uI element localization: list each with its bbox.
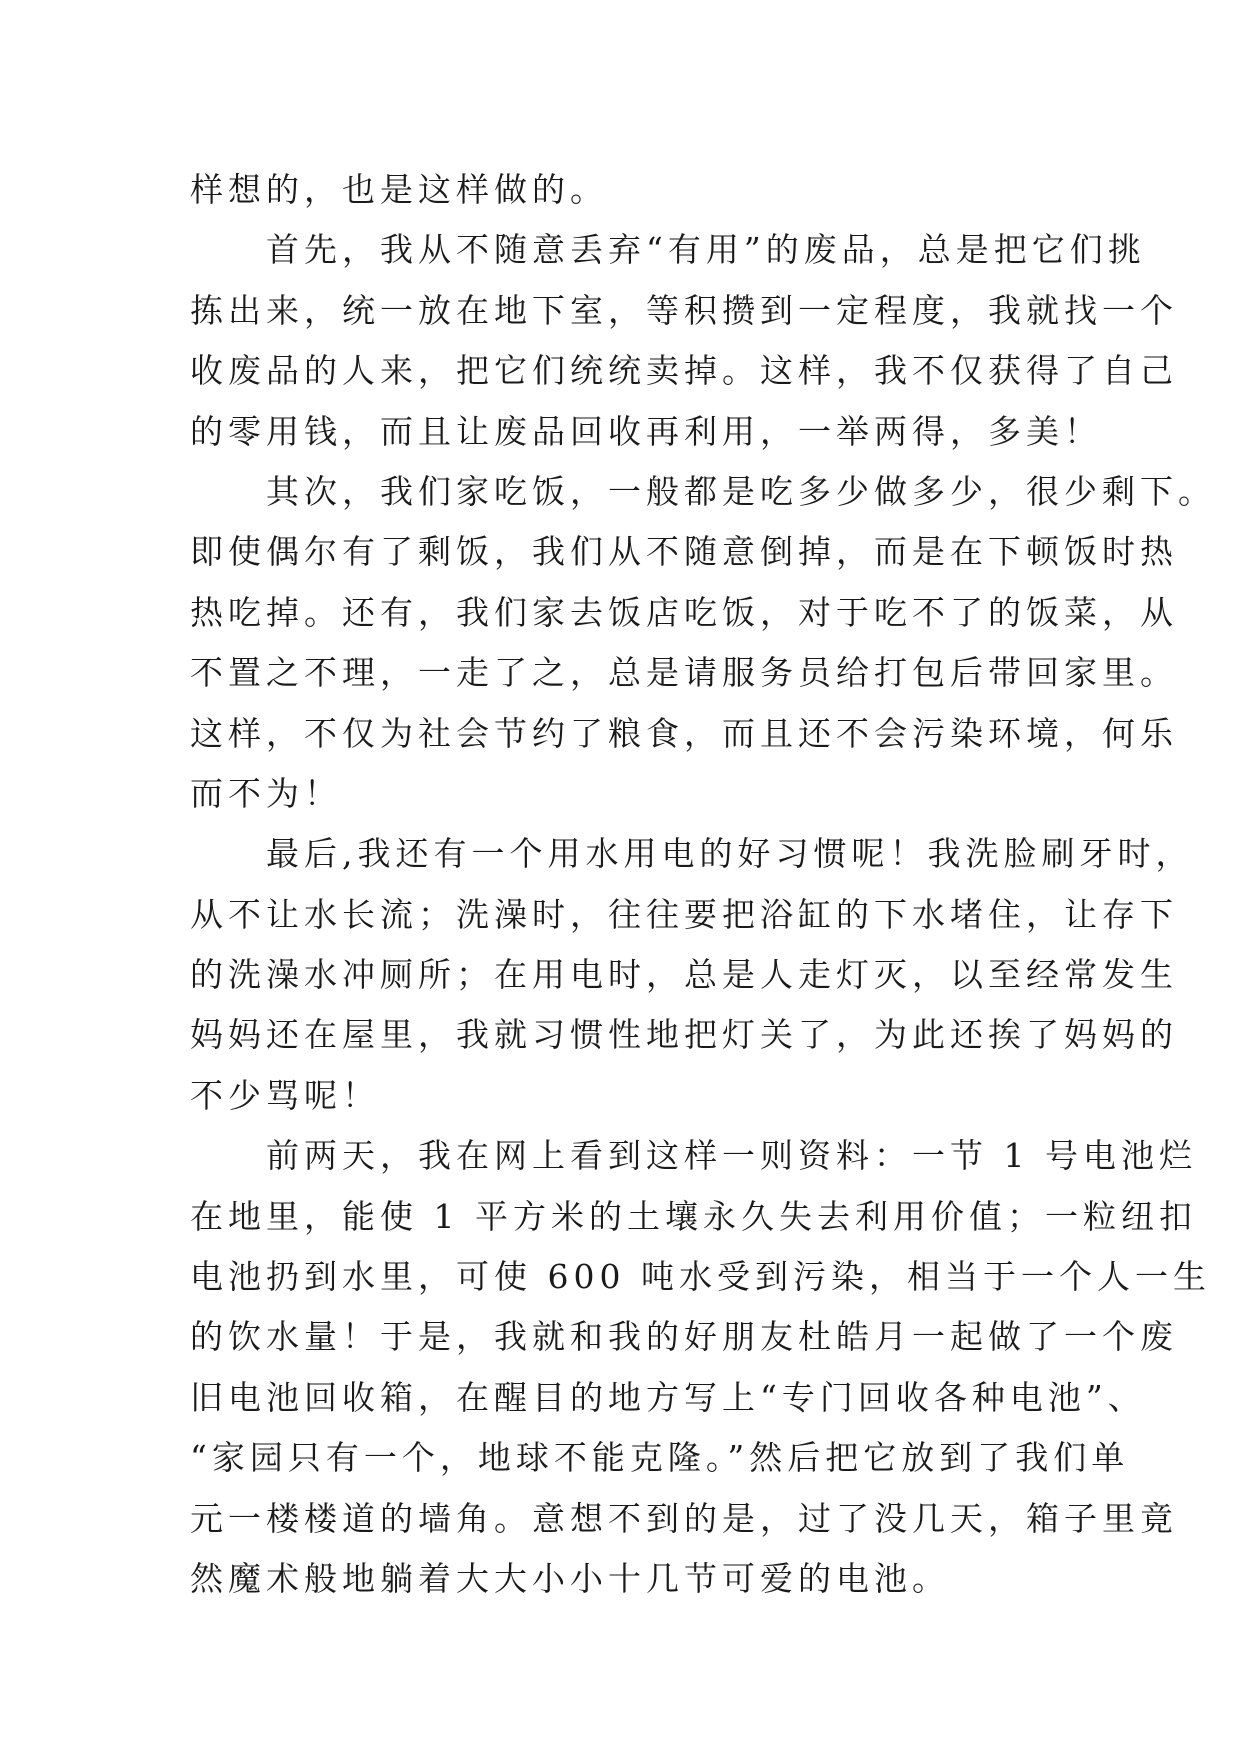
text-line: 不置之不理，一走了之，总是请服务员给打包后带回家里。 <box>190 653 1178 693</box>
text-line: 即使偶尔有了剩饭，我们从不随意倒掉，而是在下顿饭时热 <box>190 532 1178 572</box>
paragraph-first-line: 首先，我从不随意丢弃“有用”的废品，总是把它们挑 <box>266 230 1146 270</box>
text-line: “家园只有一个，地球不能克隆。”然后把它放到了我们单 <box>190 1438 1130 1478</box>
text-line: 妈妈还在屋里，我就习惯性地把灯关了，为此还挨了妈妈的 <box>190 1015 1178 1055</box>
document-body <box>190 160 1216 1609</box>
text-line: 这样，不仅为社会节约了粮食，而且还不会污染环境，何乐 <box>190 713 1178 753</box>
text-line: 而不为！ <box>190 773 342 813</box>
text-line: 从不让水长流；洗澡时，往往要把浴缸的下水堵住，让存下 <box>190 894 1178 934</box>
text-line: 元一楼楼道的墙角。意想不到的是，过了没几天，箱子里竟 <box>190 1498 1178 1538</box>
text-line: 不少骂呢！ <box>190 1075 380 1115</box>
text-line: 拣出来，统一放在地下室，等积攒到一定程度，我就找一个 <box>190 290 1178 330</box>
text-line: 热吃掉。还有，我们家去饭店吃饭，对于吃不了的饭菜，从 <box>190 592 1178 632</box>
paragraph-first-line: 最后,我还有一个用水用电的好习惯呢！我洗脸刷牙时， <box>266 834 1194 874</box>
paragraph-first-line: 其次，我们家吃饭，一般都是吃多少做多少，很少剩下。 <box>266 471 1216 511</box>
text-line: 的洗澡水冲厕所；在用电时，总是人走灯灭，以至经常发生 <box>190 955 1178 995</box>
text-line: 的饮水量！于是，我就和我的好朋友杜皓月一起做了一个废 <box>190 1317 1178 1357</box>
text-line: 在地里，能使 1 平方米的土壤永久失去利用价值；一粒纽扣 <box>190 1196 1197 1236</box>
text-line: 样想的，也是这样做的。 <box>190 170 608 209</box>
paragraph-first-line: 前两天，我在网上看到这样一则资料：一节 1 号电池烂 <box>266 1136 1197 1176</box>
text-line: 的零用钱，而且让废品回收再利用，一举两得，多美！ <box>190 411 1102 451</box>
text-line: 旧电池回收箱，在醒目的地方写上“专门回收各种电池”、 <box>190 1377 1146 1417</box>
text-line: 收废品的人来，把它们统统卖掉。这样，我不仅获得了自己 <box>190 351 1178 391</box>
text-line: 电池扔到水里，可使 600 吨水受到污染，相当于一个人一生 <box>190 1257 1211 1297</box>
text-line: 然魔术般地躺着大大小小十几节可爱的电池。 <box>190 1558 950 1598</box>
